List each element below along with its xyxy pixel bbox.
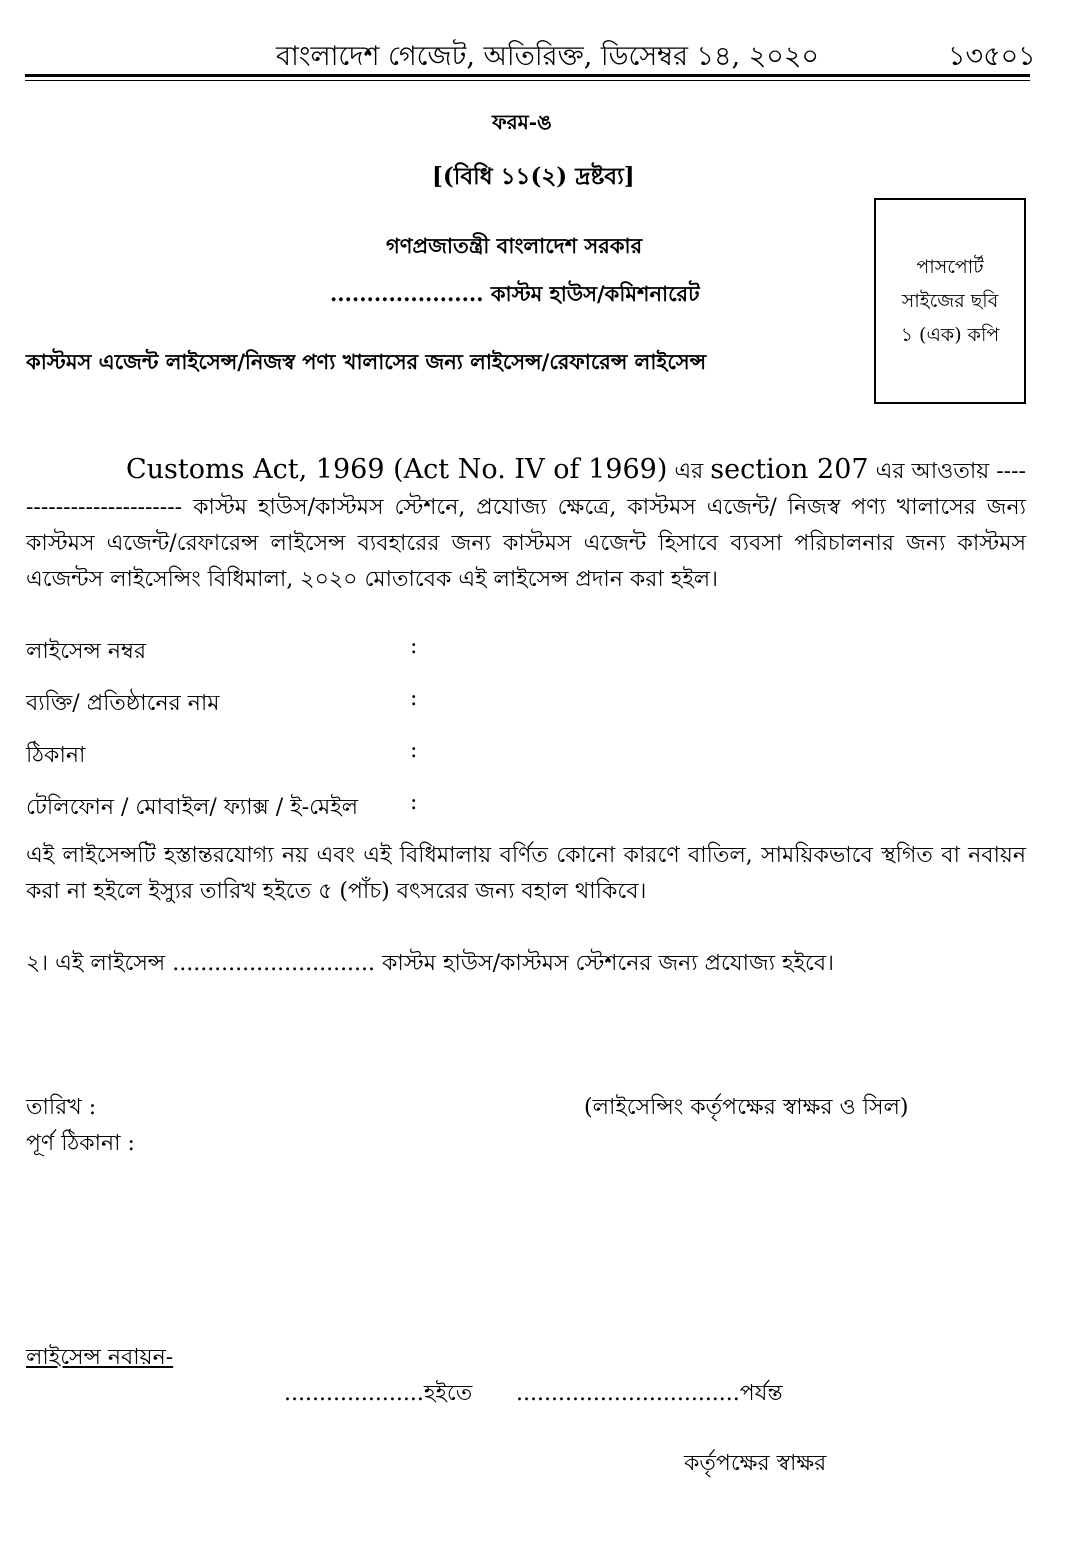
applicability-line: ২। এই লাইসেন্স ............................. কাস্টম হাউস/কাস্টমস স্টেশনের জন্য প্রযোজ্য হইবে। bbox=[26, 951, 834, 976]
field-colon: : bbox=[410, 634, 418, 659]
field-colon: : bbox=[410, 686, 418, 711]
validity-paragraph: এই লাইসেন্সটি হস্তান্তরযোগ্য নয় এবং এই বিধিমালায় বর্ণিত কোনো কারণে বাতিল, সাময়িকভাবে স্থগিত বা নবায়ন করা না হইলে ইস্যুর তারিখ হইতে ৫ (পাঁচ) বৎসরের জন্য বহাল থাকিবে। bbox=[26, 843, 1026, 904]
field-label-contact: টেলিফোন / মোবাইল/ ফ্যাক্স / ই-মেইল bbox=[26, 795, 359, 820]
photo-box-line-3: ১ (এক) কপি bbox=[900, 324, 1000, 346]
full-address-label: পূর্ণ ঠিকানা : bbox=[26, 1131, 135, 1156]
field-label-address: ঠিকানা bbox=[26, 743, 86, 768]
rule-reference: [(বিধি ১১(২) দ্রষ্টব্য] bbox=[432, 163, 635, 190]
field-colon: : bbox=[410, 738, 418, 763]
photo-box-line-2: সাইজের ছবি bbox=[901, 290, 999, 312]
custom-house-line: ..................... কাস্টম হাউস/কমিশনারেট bbox=[330, 281, 700, 306]
renewal-from: ....................হইতে bbox=[284, 1381, 473, 1406]
act-reference: Customs Act, 1969 (Act No. IV of 1969) bbox=[126, 454, 668, 485]
renewal-to: ................................পর্যন্ত bbox=[516, 1381, 783, 1406]
date-label: তারিখ : bbox=[26, 1095, 97, 1120]
field-label-name: ব্যক্তি/ প্রতিষ্ঠানের নাম bbox=[26, 691, 220, 716]
passport-photo-box bbox=[874, 198, 1026, 404]
running-title: বাংলাদেশ গেজেট, অতিরিক্ত, ডিসেম্বর ১৪, ২০২০ bbox=[276, 41, 819, 72]
form-number: ফরম-ঙ bbox=[492, 110, 552, 134]
header-rule-thick bbox=[25, 74, 1030, 77]
field-colon: : bbox=[410, 790, 418, 815]
licensing-authority-signature: (লাইসেন্সিং কর্তৃপক্ষের স্বাক্ষর ও সিল) bbox=[584, 1095, 909, 1120]
section-reference: section 207 bbox=[710, 454, 869, 485]
header-rule-thin bbox=[25, 80, 1030, 81]
government-title: গণপ্রজাতন্ত্রী বাংলাদেশ সরকার bbox=[386, 233, 643, 258]
renewal-authority-signature: কর্তৃপক্ষের স্বাক্ষর bbox=[684, 1451, 827, 1476]
act-suffix-2: এর আওতায় ------------------------- কাস্টম হাউস/কাস্টমস স্টেশনে, প্রযোজ্য ক্ষেত্রে, কাস্টমস এজেন্ট/ নিজস্ব পণ্য খালাসের জন্য কাস্টমস এজেন্ট/রেফারেন্স লাইসেন্স ব্যবহারের জন্য কাস্টমস এজেন্ট হিসাবে ব্যবসা পরিচালনার জন্য কাস্টমস এজেন্টস লাইসেন্সিং বিধিমালা, ২০২০ মোতাবেক এই লাইসেন্স প্রদান করা হইল। bbox=[26, 459, 1026, 592]
act-suffix-1: এর bbox=[667, 459, 711, 484]
page-number: ১৩৫০১ bbox=[948, 41, 1036, 72]
intro-paragraph bbox=[26, 452, 1026, 598]
photo-box-line-1: পাসপোর্ট bbox=[916, 256, 984, 278]
license-title: কাস্টমস এজেন্ট লাইসেন্স/নিজস্ব পণ্য খালাসের জন্য লাইসেন্স/রেফারেন্স লাইসেন্স bbox=[26, 349, 707, 374]
field-label-license-number: লাইসেন্স নম্বর bbox=[26, 639, 147, 664]
renewal-heading: লাইসেন্স নবায়ন- bbox=[26, 1345, 174, 1370]
